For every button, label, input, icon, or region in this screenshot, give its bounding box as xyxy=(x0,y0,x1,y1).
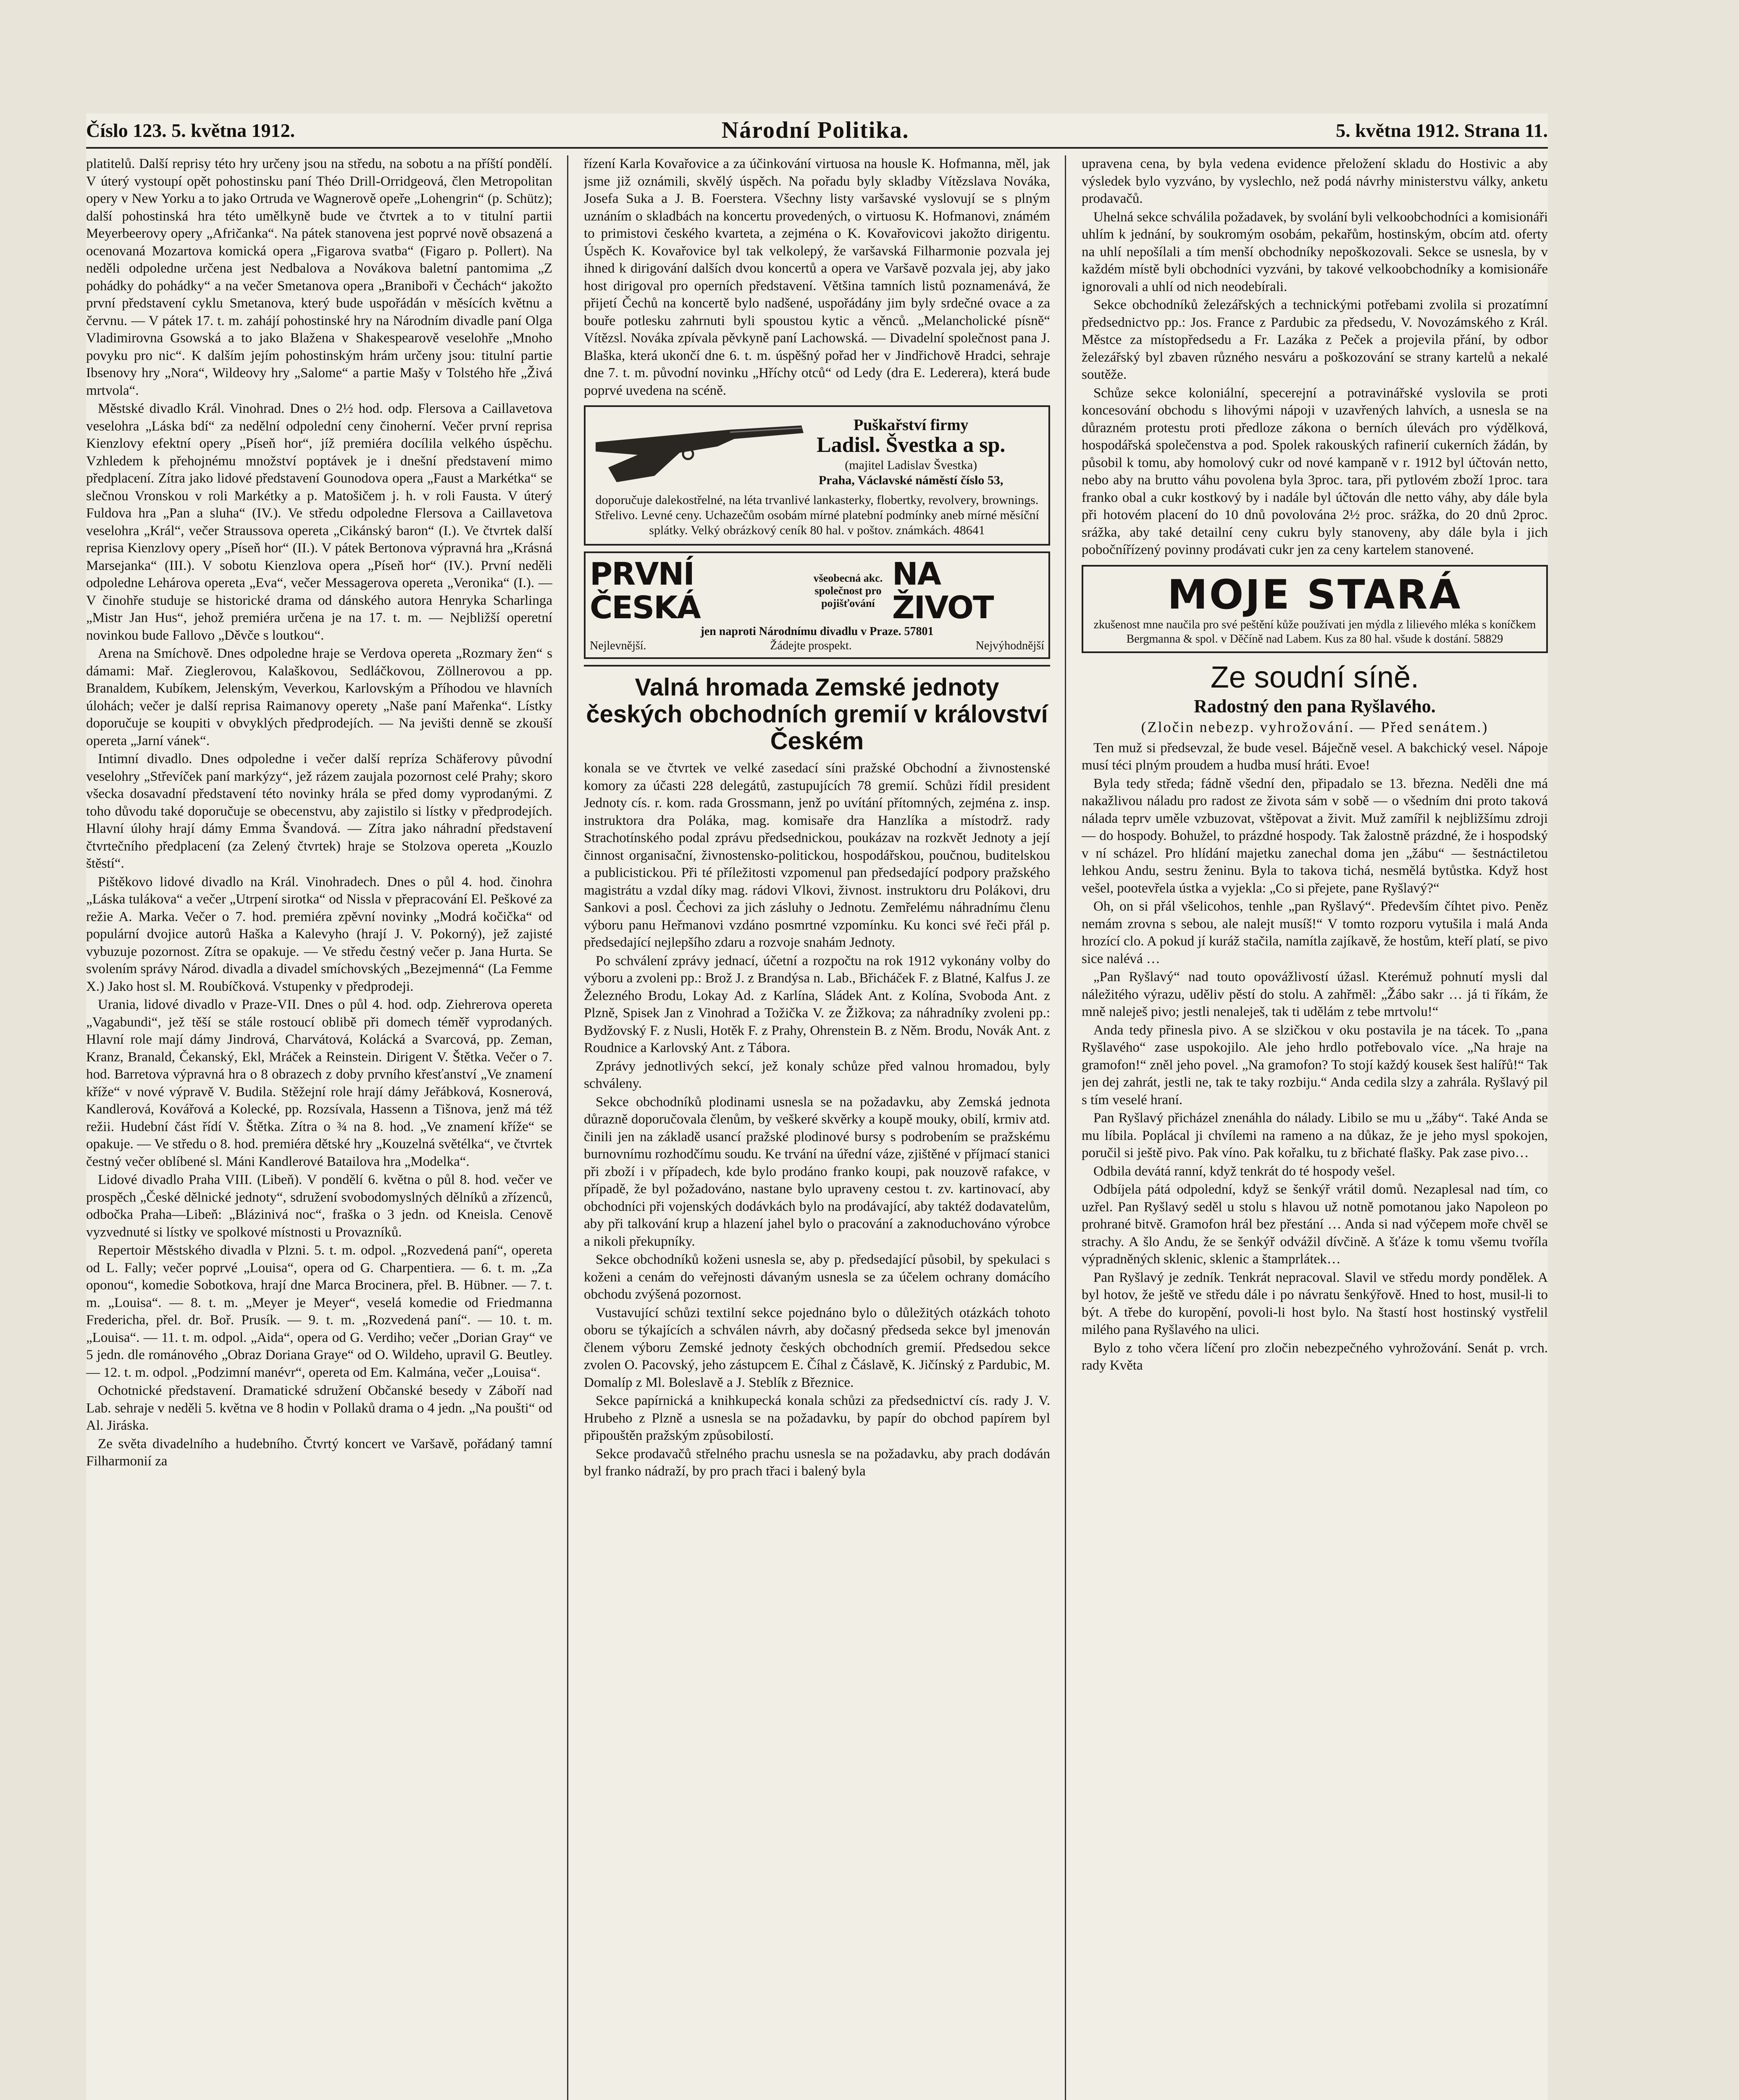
article-paragraph: „Pan Ryšlavý“ nad touto opovážlivostí úžasl. Kterémuž pohnutí mysli dal náležitého výrazu, uděliv pěstí do stolu. A zahřměl: „Žábo sakr … já ti říkám, že mně naleješ pivo; jestli nenaleješ, tak ti udělám z tebe mrtvolu!“ xyxy=(1082,969,1548,1019)
article-headline: Valná hromada Zemské jednoty českých obchodních gremií v království Českém xyxy=(586,674,1048,755)
article-paragraph: Pištěkovo lidové divadlo na Král. Vinohradech. Dnes o půl 4. hod. činohra „Láska tulákova“ a večer „Utrpení sirotka“ od Nissla v přepracování El. Peškové za režie A. Marka. Večer o 7. hod. premiéra zpěvní novinky „Modrá kočička“ od populární dvojice autorů Haška a Kalevyho (hrají J. V. Pokorný), jež zajisté vybuzuje pozornost. Zítra se opakuje. — Ve středu čestný večer p. Jana Hurta. Se svolením správy Národ. divadla a divadel smíchovských „Bezejmenná“ (La Femme X.) Jako host sl. M. Roubíčková. Vstupenky v předprodeji. xyxy=(86,874,552,994)
ad-insurance-right: NA ŽIVOT xyxy=(892,556,993,626)
article-paragraph: Odbíjela pátá odpolední, když se šenkýř vrátil domů. Nezaplesal nad tím, co uzřel. Pan Ryšlavý seděl u stolu s hlavou už notně pomotanou jako Napoleon po prohrané bitvě. Gramofon hrál bez přestání … Anda si nad výčepem moře chvěl se strachy. A šlo Andu, že se šenkýř odvážil dívčině. A šťáze k tomu všemu tvoříla výpradněných sklenic, sklenic a štamprlátek… xyxy=(1082,1182,1548,1267)
article-paragraph: Sekce obchodníků železářských a technickými potřebami zvolila si prozatímní předsednictvo pp.: Jos. France z Pardubic za předsedu, V. Novozámského z Král. Městce za místopředsedu a Fr. Lazáka z Peček a projevila přání, by odbor železářský byl zbaven různého nesváru a poškozování se strany kartelů a nekalé soutěže. xyxy=(1082,297,1548,382)
article-paragraph: Repertoir Městského divadla v Plzni. 5. t. m. odpol. „Rozvedená paní“, opereta od L. Fally; večer poprvé „Louisa“, opera od G. Charpentiera. — 6. t. m. „Za oponou“, komedie Sobotkova, hrají dne Marca Brocinera, přel. B. Hübner. — 7. t. m. „Louisa“. — 8. t. m. „Meyer je Meyer“, veselá komedie od Friedmanna Fredericha, přel. dr. Boř. Prusík. — 9. t. m. „Rozvedená paní“. — 10. t. m. „Louisa“. — 11. t. m. odpol. „Aida“, opera od G. Verdiho; večer „Dorian Gray“ ve 5 jedn. dle románového „Obraz Doriana Graye“ od O. Wildeho, upravil G. Beutley. — 12. t. m. odpol. „Podzimní manévr“, opereta od Em. Kalmána, večer „Louisa“. xyxy=(86,1243,552,1380)
ad-insurance-foot-right: Nejvýhodnější xyxy=(975,639,1044,652)
article-paragraph: upravena cena, by byla vedena evidence přeložení skladu do Hostivic a aby výsledek bylo vyzváno, by vyslechlo, než podá návrhy ministerstvu války, anketu prodavačů. xyxy=(1082,156,1548,206)
ad-title: Puškařství firmy xyxy=(854,416,969,434)
article-headline: Radostný den pana Ryšlavého. xyxy=(1194,696,1436,717)
article-paragraph: Sekce prodavačů střelného prachu usnesla se na požadavku, aby prach dodáván byl franko nádraží, by pro prach třaci i balený byla xyxy=(584,1446,1050,1479)
article-paragraph: Ze světa divadelního a hudebního. Čtvrtý koncert ve Varšavě, pořádaný tamní Filharmonií za xyxy=(86,1436,552,1469)
article-paragraph: Městské divadlo Král. Vinohrad. Dnes o 2½ hod. odp. Flersova a Caillavetova veselohra „Láska bdí“ za nedělní odpolední ceny činoherní. Večer první reprisa Kienzlovy efektní opery „Píseň hor“, jíž premiéra docílila velkého úspěchu. Vzhledem k přehojnému množství poptávek je i dnešní představení mimo předplacení. Zítra jako lidové představení Gounodova opera „Faust a Markétka“ se slečnou Vronskou v roli Markétky a p. Matošičem j. h. v roli Fausta. V úterý Fuldova hra „Pan a sluha“ (IV.). Ve středu odpoledne Flersova a Caillavetova veselohra „Král“, večer Straussova opereta „Cikánský baron“ (I.). Ve čtvrtek další reprisa Kienzlovy opery „Píseň hor“ (II.). V pátek Bertonova výpravná hra „Krásná Marsejanka“ (III.). V sobotu Kienzlova opera „Píseň hor“ (IV.). První neděli odpoledne Lehárova opereta „Eva“, večer Messagerova opereta „Veronika“ (I.). — V činohře studuje se historické drama od dánského autora Henryka Scharlinga „Mistr Jan Hus“, jehož premiéra určena je na 17. t. m. — Nejbližší operetní novinkou bude Fallovo „Děvče s loutkou“. xyxy=(86,401,552,643)
article-paragraph: Odbila devátá ranní, když tenkrát do té hospody vešel. xyxy=(1093,1163,1395,1179)
column-rule xyxy=(567,155,568,2100)
column-3 xyxy=(1082,155,1548,2100)
ad-insurance-foot-left: Nejlevnější. xyxy=(590,639,646,652)
section-title: Ze soudní síně. xyxy=(1210,660,1419,694)
article-paragraph: Lidové divadlo Praha VIII. (Libeň). V pondělí 6. května o půl 8. hod. večer ve prospěch „České dělnické jednoty“, sdružení svobodomyslných dělníků a zřízenců, odbočka Praha—Libeň: „Blázinivá noc“, fraška o 3 jedn. od Kneisla. Cenově vyzvednuté si lístky ve spolkové místnosti u Provazníků. xyxy=(86,1172,552,1240)
page-header xyxy=(86,113,1548,149)
article-paragraph: Anda tedy přinesla pivo. A se slzičkou v oku postavila je na tácek. To „pana Ryšlavého“ zase uspokojilo. Ale jeho hrdlo potřebovalo více. „Na hraje na gramofon!“ zněl jeho povel. „Na gramofon? To stojí každý kousek šest halířů!“ Tak jen dej zahrát, jestli ne, tak te taky rozbiju.“ Anda cedila slzy a zahrála. Ryšlavý pil s tím veselé hraní. xyxy=(1082,1022,1548,1108)
shotgun-icon xyxy=(591,413,810,493)
article-paragraph: Pan Ryšlavý je zedník. Tenkrát nepracoval. Slavil ve středu mordy pondělek. A byl hotov, že ještě ve středu dále i po návratu šenkýřově. Hned to host, musil-li to být. A třebe do kuropění, povoli-li host bylo. Na štastí host hostinský vystřelil milého pana Ryšlavého na ulici. xyxy=(1082,1270,1548,1337)
article-paragraph: Ochotnické představení. Dramatické sdružení Občanské besedy v Záboří nad Lab. sehraje v neděli 5. května ve 8 hodin v Pollaků drama o 4 jedn. „Na poušti“ od Al. Jiráska. xyxy=(86,1383,552,1433)
issue-info: Číslo 123. 5. května 1912. xyxy=(86,119,295,141)
insurance-advertisement xyxy=(584,551,1050,659)
article-paragraph: Po schválení zprávy jednací, účetní a rozpočtu na rok 1912 vykonány volby do výboru a zvoleni pp.: Brož J. z Brandýsa n. Lab., Břicháček F. z Blatné, Kalfus J. ze Železného Brodu, Lokay Ad. z Karlína, Sládek Ant. z Kolína, Svoboda Ant. z Plzně, Spisek Jan z Vinohrad a Tožička V. ze Žižkova; za náhradníky zvoleni pp.: Bydžovský F. z Nusli, Hotěk F. z Prahy, Ohrenstein B. z Něm. Brodu, Novák Ant. z Roudnice a Karlovský Ant. z Tábora. xyxy=(584,953,1050,1055)
ad-firm-name: Ladisl. Švestka a sp. xyxy=(817,433,1006,457)
article-paragraph: Uhelná sekce schválila požadavek, by svolání byli velkoobchodníci a komisionáři uhlím k jednání, by soukromým osobám, pekařům, hostinským, obcím atd. oferty na uhlí nepošílali a tím menší obchodníky nepoškozovali. Sekce se usnesla, by v každém místě byli obchodníci vyzváni, by takové velkoobchodníky a komisionáře ignorovali a uhlí od nich neodebírali. xyxy=(1082,209,1548,294)
gunsmith-advertisement xyxy=(584,405,1050,546)
article-paragraph: Bylo z toho včera líčení pro zločin nebezpečného vyhrožování. Senát p. vrch. rady Květa xyxy=(1082,1340,1548,1373)
ad-soap-text: zkušenost mne naučila pro své peštění kůže používati jen mýdla z lilievého mléka s koníčkem Bergmanna & spol. v Děčíně nad Labem. Kus za 80 hal. všude k dostání. 58829 xyxy=(1093,618,1536,646)
article-paragraph: Intimní divadlo. Dnes odpoledne i večer další repríza Schäferovy původní veselohry „Střevíček paní markýzy“, jež rázem zaujala pozornost celé Prahy; skoro všecka dosavadní představení této novinky hrála se před domy vyprodanými. Z toho důvodu také doporučuje se obecenstvu, aby zajistilo si lístky v předprodejích. Hlavní úlohy hrají dámy Emma Švandová. — Zítra jako náhradní představení čtvrtečního předplacení (za Zelený čtvrtek) hraje se Stolzova opereta „Kouzlo štěstí“. xyxy=(86,751,552,871)
ad-soap-title: MOJE STARÁ xyxy=(1167,571,1462,618)
article-paragraph: Vustavující schůzi textilní sekce pojednáno bylo o důležitých otázkách tohoto oboru se týkajících a schválen návrh, aby dočasný předseda sekce byl jmenován členem výboru Zemské jednoty českých obchodních gremií. Předsedou sekce zvolen O. Pacovský, jeho zástupcem E. Číhal z Čáslavě, K. Jičínský z Pardubic, M. Domalíp z Ml. Boleslavě a J. Steblík z Březnice. xyxy=(584,1305,1050,1390)
page-info: 5. května 1912. Strana 11. xyxy=(1336,119,1548,141)
newspaper-page xyxy=(86,113,1548,2100)
ad-owner: (majitel Ladislav Švestka) xyxy=(845,458,977,472)
article-paragraph: Arena na Smíchově. Dnes odpoledne hraje se Verdova opereta „Rozmary žen“ s dámami: Mař. Zieglerovou, Kalaškovou, Sedláčkovou, Zöllnerovou a pp. Branaldem, Kubíkem, Jelenským, Veverkou, Karlovským a Příhodou ve hlavních úlohách; večer je další reprisa Raimanovy operety „Naše paní Mařenka“. Lístky doporučuje se koupiti v obvyklých předprodejích. — Na jevišti denně se zkouší opereta „Jarní vánek“. xyxy=(86,646,552,748)
masthead-title: Národní Politika. xyxy=(721,117,909,143)
column-rule xyxy=(1065,155,1066,2100)
ad-insurance-left: PRVNÍ ČESKÁ xyxy=(590,556,700,626)
article-paragraph: Sekce papírnická a knihkupecká konala schůzi za předsednictví cís. rady J. V. Hrubeho z Plzně a usnesla se na požadavku, by papír do obchod papírem byl připouštěn pražským způsobilostí. xyxy=(584,1393,1050,1443)
column-2 xyxy=(584,155,1050,2100)
article-subheadline: (Zločin nebezp. vyhrožování. — Před senátem.) xyxy=(1141,718,1489,735)
article-paragraph: konala se ve čtvrtek ve velké zasedací síni pražské Obchodní a živnostenské komory za účasti 228 delegátů, zastupujících 78 gremií. Schůzi řídil president Jednoty cís. r. kom. rada Grossmann, jenž po uvítání přítomných, zejména z. insp. instruktora dra Poláka, mag. komisaře dra Hanzlíka a místodrž. rady Strachotínského podal zprávu předsednickou, poukázav na rozkvět Jednoty a její činnost organisační, živnostensko-politickou, hospodářskou, poučnou, buditelskou a publicistickou. Při té příležitosti vzpomenul pan předsedající podpory pražského magistrátu a vzdal díky mag. rádovi Vlkovi, živnost. instruktoru dru Polákovi, dru Sankovi a posl. Čechovi za jich zásluhy o Jednotu. Zemřelému náhradnímu členu výboru panu Heřmanovi vzdáno posmrtné vzpomínku. Ku konci své řeči přál p. předsedající nejlepšího zdaru a rozvoje snahám Jednoty. xyxy=(584,761,1050,950)
article-paragraph: Zprávy jednotlivých sekcí, jež konaly schůze před valnou hromadou, byly schváleny. xyxy=(584,1058,1050,1091)
ad-text: doporučuje dalekostřelné, na léta trvanlivé lankasterky, flobertky, revolvery, brownings. Střelivo. Levné ceny. Uchazečům osobám mírné platební podmínky aneb mírné měsíční splátky. Velký obrázkový ceník 80 hal. v poštov. známkách. 48641 xyxy=(595,493,1039,537)
ad-insurance-address: jen naproti Národnímu divadlu v Praze. 57801 xyxy=(700,625,934,638)
article-paragraph: Sekce obchodníků koženi usnesla se, aby p. předsedající působil, by spekulaci s koženi a cenám do veřejnosti dávaným usnesla se za účelem ochrany domácího obchodu zvýšená pozornost. xyxy=(584,1252,1050,1302)
ad-insurance-foot-mid: Žádejte prospekt. xyxy=(770,639,852,652)
article-paragraph: Pan Ryšlavý přicházel znenáhla do nálady. Libilo se mu u „žáby“. Také Anda se mu líbila. Poplácal ji chvílemi na rameno a na důkaz, že je jeho mysl spokojen, poručil si ještě pivo. Pak víno. Pak kořalku, tu z břichaté flašky. Pak zase pivo… xyxy=(1082,1110,1548,1160)
soap-advertisement xyxy=(1082,565,1548,653)
article-paragraph: Oh, on si přál všelicohos, tenhle „pan Ryšlavý“. Především číhtet pivo. Peněz nemám zrovna s sebou, ale nalejt musíš!“ V tomto rozporu vytušila i malá Anda hrozící clo. A pokud jí kuráž stačila, namítla zajíkavě, že hostům, kteří platí, se pivo sice nalévá … xyxy=(1082,899,1548,966)
ad-insurance-middle: všeobecná akc. společnost pro pojišťování xyxy=(813,572,883,609)
article-paragraph: Ten muž si předsevzal, že bude vesel. Báječně vesel. A bakchický vesel. Nápoje musí téci plným proudem a hudba musí hráti. Evoe! xyxy=(1082,740,1548,773)
ad-address: Praha, Václavské náměstí číslo 53, xyxy=(818,473,1003,487)
article-paragraph: platitelů. Další reprisy této hry určeny jsou na středu, na sobotu a na příští pondělí. V úterý vystoupí opět pohostinsku paní Théo Drill-Orridgeová, člen Metropolitan opery v New Yorku a to jako Ortruda ve Wagnerově opeře „Lohengrin“ (p. Schütz); další pohostinská hra této umělkyně bude ve čtvrtek a to v titulní partii Meyerbeerovy opery „Afričanka“. Na pátek stanovena jest poprvé nově obsazená a ocenovaná Mozartova komická opera „Figarova svatba“ (Figaro p. Pollert). Na neděli odpoledne určena jest Nedbalova a Novákova baletní pantomima „Z pohádky do pohádky“ a na večer Smetanova opera „Braniboři v Čechách“ jakožto první představení cyklu Smetanova, který bude uspořádán v měsících květnu a červnu. — V pátek 17. t. m. zahájí pohostinské hry na Národním divadle paní Olga Vladimirovna Gsowská a to jako Blažena v Shakespearově veselohře „Mnoho povyku pro nic“. K dalším jejím pohostinským hrám určeny jsou: titulní partie Ibsenovy hry „Nora“, Wildeovy hry „Salome“ a partie Mašy v Tolstého hře „Živá mrtvola“. xyxy=(86,156,552,398)
article-paragraph: Byla tedy středa; fádně všední den, připadalo se 13. března. Neděli dne má nakažlivou náladu pro radost ze života sám v sobě — o všedním dni proto taková nálada teprv uměle vzbuzovat, vštěpovat a živit. Muž zamířil k nejbližšímu zdroji — do hospody. Bohužel, to prázdné hospody. Tak žalostně prázdné, že i hospodský v ní scházel. Pro hlídání majetku zanechal doma jen „žábu“ — šestnáctiletou lehkou Andu, sestru ženinu. Byla to takova tichá, nesmělá bytůstka. Když host vešel, pootevřela ústka a vyjekla: „Co si přejete, pane Ryšlavý?“ xyxy=(1082,776,1548,896)
article-paragraph: Sekce obchodníků plodinami usnesla se na požadavku, aby Zemská jednota důrazně doporučovala členům, by veškeré skvěrky a koupě mouky, obilí, krmiv atd. činili jen na základě usancí pražské plodinové bursy s podrobením se pražskému burnovnímu rozhodčímu soudu. Ke trvání na úřední váze, zjištěné v příjmací stanici při zboží i v případech, kde bylo prodáno franko koupi, pak nouzově rafakce, v případě, že byl požadováno, nastane bylo upraveny cestou t. zv. kartinovací, aby obchodníci při vojenských dodávkách bylo na prodávající, aby taktéž dodavatelům, aby při talkování krup a hlazení jahel bylo o pracování a zaknoduchováno výrobce a nikoli překupníky. xyxy=(584,1094,1050,1249)
column-1 xyxy=(86,155,552,2100)
article-paragraph: Urania, lidové divadlo v Praze-VII. Dnes o půl 4. hod. odp. Ziehrerova opereta „Vagabundi“, jež těší se stále rostoucí oblibě při domech téměř vyprodaných. Hlavní role mají dámy Jindrová, Charvátová, Kolácká a Svarcová, pp. Zeman, Kranz, Branald, Čekanský, Ekl, Mráček a Reinstein. Dirigent V. Štětka. Večer o 7. hod. Barretova výpravná hra o 8 obrazech z doby prvního křesťanství „Ve znamení kříže“ v nové výpravě V. Budila. Stěžejní role hrají dámy Jeřábková, Kosnerová, Kandlerová, Kovářová a Kolecké, pp. Rozsívala, Hassenn a Tišnova, jenž má též režii. Hudební část řídí V. Štětka. Zítra o ¾ na 8. hod. „Ve znamení kříže“ se opakuje. — Ve středu o 8. hod. premiéra dětské hry „Kouzelná světélka“, ve čtvrtek čestný večer oblíbené sl. Máni Kandlerové Batailova hra „Modelka“. xyxy=(86,997,552,1169)
article-paragraph: řízení Karla Kovařovice a za účinkování virtuosa na housle K. Hofmanna, měl, jak jsme již oznámili, skvělý úspěch. Na pořadu byly skladby Vítězslava Nováka, Josefa Suka a J. B. Foerstera. Všechny listy varšavské vyslovují se s plným uznáním o skladbách na koncertu provedených, o virtuosu K. Hofmanovi, známém to primistovi českého kvarteta, a zejména o K. Kovařovicovi jakožto dirigentu. Úspěch K. Kovařovice byl tak velkolepý, že varšavská Filharmonie pozvala jej ihned k dirigování dalších dvou koncertů a opera ve Varšavě pozvala jej, aby jako host dirigoval pro operních představení. Většina tamních listů poznamenává, že přijetí Čechů na koncertě bylo nadšené, uspořádány jim byly srdečné ovace a za bouře potlesku zahrnuti byli spoustou kytic a věnců. „Melancholické písně“ Vítězsl. Nováka zpívala pěvkyně paní Lachowská. — Divadelní společnost pana J. Blaška, která ukončí dne 6. t. m. úspěšný pořad her v Jindřichově Hradci, sehraje dne 7. t. m. původní novinku „Hříchy otců“ od Ledy (dra E. Lederera), která bude poprvé uvedena na scéně. xyxy=(584,156,1050,398)
article-paragraph: Schůze sekce koloniální, specerejní a potravinářské vyslovila se proti koncesování obchodu s lihovými nápoji v uzavřených lahvích, a usnesla se na důrazném protestu proti předloze zákona o berních úlevách pro výdělková, hospodářská společenstva a pod. Spolek rakouských rafinerií cukerních žádán, by působil k tomu, aby homolový cukr od nové kampaně v r. 1912 byl účtován netto, nebo aby na brutto váhu povolena byla 3proc. tara, při pytlovém zboží 1proc. tara franko obal a cukr kostkový by i nadále byl účtován dle netto váhy, aby dále byla při hotovém placení do 10 dnů povolována 2½ proc. srážka, do 20 dnů 2proc. srážka, aby také detailní ceny cukru byly stanoveny, aby dále byla i jich pobočnířízený povinny prodávati cukr jen za ceny kartelem stanovené. xyxy=(1082,385,1548,557)
divider xyxy=(584,665,1050,667)
